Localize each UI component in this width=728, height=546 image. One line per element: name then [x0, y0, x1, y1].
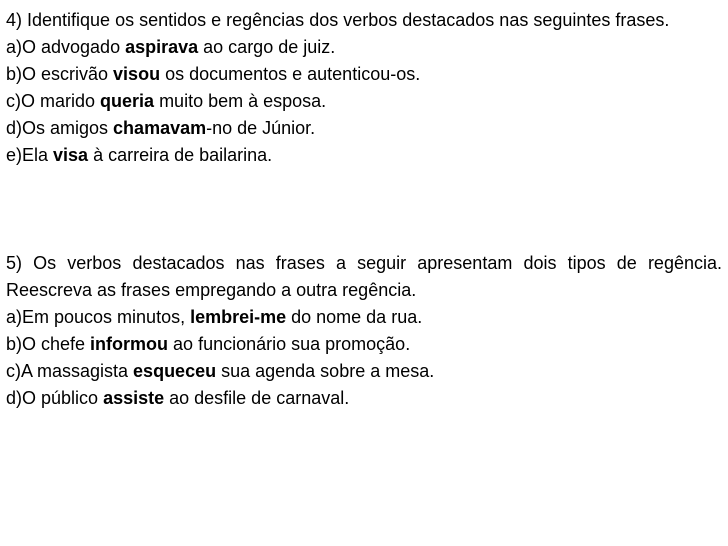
- highlighted-verb: lembrei-me: [190, 307, 287, 327]
- question-4-item-c: c)O marido queria muito bem à esposa.: [6, 91, 327, 111]
- highlighted-verb: esqueceu: [133, 361, 217, 381]
- question-5-item-a: a)Em poucos minutos, lembrei-me do nome da rua.: [6, 307, 423, 327]
- question-4-prompt: 4) Identifique os sentidos e regências dos verbos destacados nas seguintes frases.: [6, 10, 670, 30]
- question-4-item-a: a)O advogado aspirava ao cargo de juiz.: [6, 37, 336, 57]
- question-5-item-b: b)O chefe informou ao funcionário sua promoção.: [6, 334, 411, 354]
- document-page: [6, 7, 722, 412]
- section-spacer: [6, 169, 722, 250]
- highlighted-verb: aspirava: [125, 37, 199, 57]
- highlighted-verb: queria: [100, 91, 155, 111]
- highlighted-verb: chamavam: [113, 118, 207, 138]
- highlighted-verb: assiste: [103, 388, 165, 408]
- highlighted-verb: visou: [113, 64, 161, 84]
- question-4-item-d: d)Os amigos chamavam-no de Júnior.: [6, 118, 316, 138]
- question-4-item-b: b)O escrivão visou os documentos e autenticou-os.: [6, 64, 421, 84]
- highlighted-verb: informou: [90, 334, 169, 354]
- question-5-item-d: d)O público assiste ao desfile de carnaval.: [6, 388, 350, 408]
- question-5-item-c: c)A massagista esqueceu sua agenda sobre a mesa.: [6, 361, 435, 381]
- question-5-prompt: 5) Os verbos destacados nas frases a seguir apresentam dois tipos de regência. Reescreva as frases empregando a outra regência.: [6, 253, 722, 300]
- highlighted-verb: visa: [53, 145, 89, 165]
- question-4-item-e: e)Ela visa à carreira de bailarina.: [6, 145, 273, 165]
